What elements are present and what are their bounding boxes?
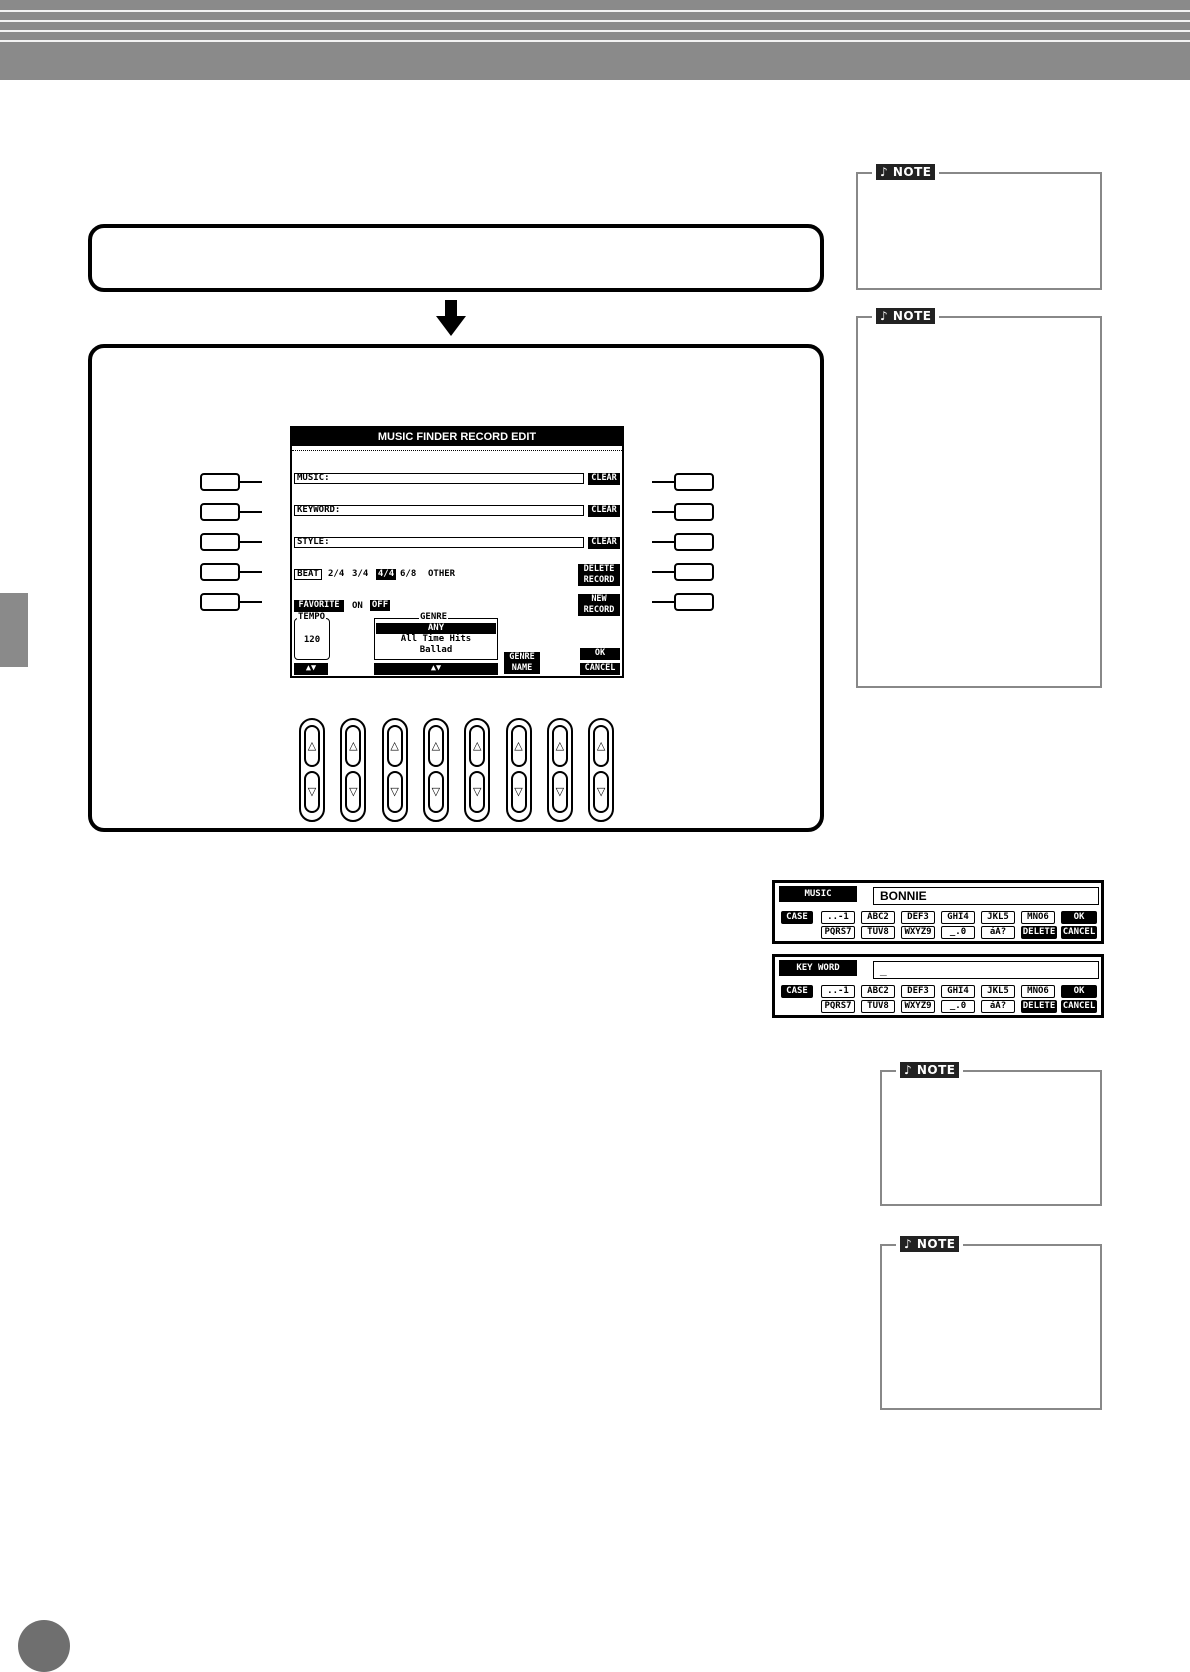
note-label: ♪ NOTE [900, 1236, 959, 1252]
beat-6-8[interactable]: 6/8 [400, 569, 417, 579]
lcd-button-line [240, 571, 262, 573]
lcd-title-divider [292, 446, 622, 451]
lcd-button-j[interactable] [674, 593, 714, 611]
clear-music-button[interactable]: CLEAR [588, 473, 620, 485]
beat-4-4-selected[interactable]: 4/4 [377, 569, 395, 579]
char-key[interactable]: MNO6 [1021, 911, 1055, 924]
down-triangle-icon: ▽ [307, 785, 317, 798]
favorite-on[interactable]: ON [352, 601, 363, 611]
favorite-label: FAVORITE [294, 600, 344, 612]
number-button-3[interactable] [382, 718, 408, 822]
char-key[interactable]: ..-1 [821, 911, 855, 924]
lcd-button-line [652, 571, 674, 573]
lcd-button-c[interactable] [200, 533, 240, 551]
down-arrow-icon[interactable] [593, 771, 609, 813]
up-arrow-icon[interactable] [304, 725, 320, 767]
up-triangle-icon: △ [514, 739, 523, 752]
lcd-title: MUSIC FINDER RECORD EDIT [292, 428, 622, 446]
note-label: ♪ NOTE [900, 1062, 959, 1078]
down-arrow-icon[interactable] [387, 771, 403, 813]
down-triangle-icon: ▽ [596, 785, 606, 798]
down-triangle-icon: ▽ [514, 785, 523, 798]
down-arrow-icon[interactable] [469, 771, 485, 813]
char-key[interactable]: WXYZ9 [901, 1000, 935, 1013]
genre-name-button-line2[interactable]: NAME [504, 663, 540, 674]
favorite-off-selected[interactable]: OFF [371, 600, 389, 610]
down-arrow-icon [436, 300, 466, 336]
entry-tag: KEY WORD [779, 960, 857, 976]
lcd-button-g[interactable] [674, 503, 714, 521]
number-button-6[interactable] [506, 718, 532, 822]
entry-cancel-button[interactable]: CANCEL [1062, 1001, 1096, 1011]
note-label: ♪ NOTE [876, 308, 935, 324]
ok-button[interactable]: OK [580, 648, 620, 660]
up-triangle-icon: △ [349, 739, 358, 752]
lcd-button-line [652, 481, 674, 483]
lcd-button-line [240, 541, 262, 543]
lcd-button-d[interactable] [200, 563, 240, 581]
char-key[interactable]: WXYZ9 [901, 926, 935, 939]
genre-label: GENRE [420, 612, 448, 622]
beat-other[interactable]: OTHER [428, 569, 456, 579]
entry-tag: MUSIC [779, 886, 857, 902]
down-triangle-icon: ▽ [555, 785, 565, 798]
char-key[interactable]: áA? [981, 1000, 1015, 1013]
case-button[interactable]: CASE [781, 985, 813, 998]
entry-text-field[interactable]: BONNIE [873, 887, 1099, 905]
genre-list [374, 612, 498, 660]
lcd-button-line [652, 511, 674, 513]
chapter-side-tab [0, 593, 28, 667]
lcd-button-f[interactable] [674, 473, 714, 491]
char-key[interactable]: JKL5 [981, 911, 1015, 924]
tempo-updown-button[interactable]: ▲▼ [294, 663, 328, 675]
page-number-marker [18, 1620, 70, 1672]
up-arrow-icon[interactable] [469, 725, 485, 767]
char-key[interactable]: TUV8 [861, 1000, 895, 1013]
clear-style-button[interactable]: CLEAR [588, 537, 620, 549]
down-triangle-icon: ▽ [390, 785, 399, 798]
char-key[interactable]: _.0 [941, 1000, 975, 1013]
note-box-1 [856, 165, 1102, 290]
new-record-button-line2[interactable]: RECORD [578, 605, 620, 616]
tempo-box [294, 612, 330, 660]
up-arrow-icon[interactable] [511, 725, 527, 767]
number-button-2[interactable] [340, 718, 366, 822]
music-field[interactable]: MUSIC: [294, 473, 584, 484]
note-label: ♪ NOTE [876, 164, 935, 180]
char-key[interactable]: GHI4 [941, 911, 975, 924]
number-button-7[interactable] [547, 718, 573, 822]
number-button-8[interactable] [588, 718, 614, 822]
down-triangle-icon: ▽ [472, 785, 482, 798]
up-triangle-icon: △ [431, 739, 441, 752]
up-arrow-icon[interactable] [593, 725, 609, 767]
new-record-button-line1[interactable]: NEW [578, 594, 620, 605]
lcd-screen [290, 426, 624, 678]
down-triangle-icon: ▽ [349, 785, 358, 798]
tempo-value: 120 [303, 635, 321, 645]
up-arrow-icon[interactable] [345, 725, 361, 767]
char-key[interactable]: PQRS7 [821, 926, 855, 939]
entry-delete-button[interactable]: DELETE [1022, 927, 1056, 937]
char-key[interactable]: JKL5 [981, 985, 1015, 998]
note-box-4 [880, 1237, 1102, 1410]
genre-item-selected[interactable]: ANY [376, 623, 496, 634]
entry-ok-button[interactable]: OK [1061, 911, 1097, 924]
number-button-1[interactable] [299, 718, 325, 822]
clear-keyword-button[interactable]: CLEAR [588, 505, 620, 517]
char-key[interactable]: DEF3 [901, 911, 935, 924]
style-field[interactable]: STYLE: [294, 537, 584, 548]
down-arrow-icon[interactable] [511, 771, 527, 813]
down-arrow-icon[interactable] [304, 771, 320, 813]
up-arrow-icon[interactable] [387, 725, 403, 767]
char-key[interactable]: _.0 [941, 926, 975, 939]
up-arrow-icon[interactable] [428, 725, 444, 767]
page-header-band [0, 0, 1190, 80]
entry-text-field[interactable]: _ [873, 961, 1099, 979]
char-key[interactable]: GHI4 [941, 985, 975, 998]
cancel-button[interactable]: CANCEL [580, 663, 620, 675]
char-key[interactable]: PQRS7 [821, 1000, 855, 1013]
up-triangle-icon: △ [472, 739, 482, 752]
genre-name-button-line1[interactable]: GENRE [504, 652, 540, 663]
char-entry-panel-keyword [772, 954, 1104, 1018]
char-key[interactable]: ABC2 [861, 985, 895, 998]
lcd-button-e[interactable] [200, 593, 240, 611]
char-key[interactable]: ..-1 [821, 985, 855, 998]
lcd-button-line [240, 511, 262, 513]
down-triangle-icon: ▽ [431, 785, 441, 798]
up-arrow-icon[interactable] [552, 725, 568, 767]
genre-item[interactable]: Ballad [419, 645, 453, 655]
up-triangle-icon: △ [596, 739, 606, 752]
tempo-label: TEMPO [298, 612, 326, 622]
down-arrow-icon[interactable] [345, 771, 361, 813]
char-entry-panel-music [772, 880, 1104, 944]
lcd-button-line [240, 601, 262, 603]
char-key[interactable]: DEF3 [901, 985, 935, 998]
genre-item[interactable]: All Time Hits [400, 634, 472, 644]
down-arrow-icon[interactable] [552, 771, 568, 813]
char-key[interactable]: áA? [981, 926, 1015, 939]
case-button[interactable]: CASE [781, 911, 813, 924]
char-key[interactable]: MNO6 [1021, 985, 1055, 998]
genre-updown-button[interactable]: ▲▼ [374, 663, 498, 675]
delete-record-button-line2[interactable]: RECORD [578, 575, 620, 586]
beat-label: BEAT [294, 569, 322, 580]
lcd-button-line [652, 601, 674, 603]
lcd-button-h[interactable] [674, 533, 714, 551]
number-button-4[interactable] [423, 718, 449, 822]
keyword-field[interactable]: KEYWORD: [294, 505, 584, 516]
step-box-top [88, 224, 824, 292]
beat-2-4[interactable]: 2/4 [328, 569, 345, 579]
note-box-3 [880, 1063, 1102, 1206]
char-key[interactable]: TUV8 [861, 926, 895, 939]
number-button-5[interactable] [464, 718, 490, 822]
lcd-button-line [652, 541, 674, 543]
lcd-button-line [240, 481, 262, 483]
beat-3-4[interactable]: 3/4 [352, 569, 369, 579]
up-triangle-icon: △ [390, 739, 399, 752]
entry-delete-button[interactable]: DELETE [1022, 1001, 1056, 1011]
note-box-2 [856, 309, 1102, 688]
entry-cancel-button[interactable]: CANCEL [1062, 927, 1096, 937]
delete-record-button-line1[interactable]: DELETE [578, 564, 620, 575]
lcd-button-b[interactable] [200, 503, 240, 521]
lcd-button-a[interactable] [200, 473, 240, 491]
up-triangle-icon: △ [307, 739, 317, 752]
char-key[interactable]: ABC2 [861, 911, 895, 924]
down-arrow-icon[interactable] [428, 771, 444, 813]
entry-ok-button[interactable]: OK [1061, 985, 1097, 998]
up-triangle-icon: △ [555, 739, 565, 752]
lcd-button-i[interactable] [674, 563, 714, 581]
